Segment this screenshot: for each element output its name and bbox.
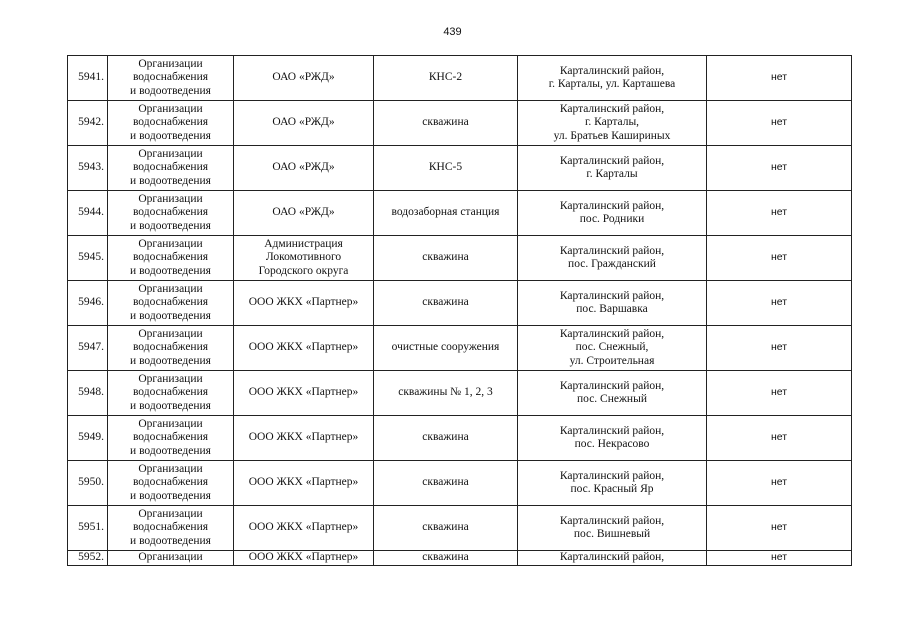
facility-cell	[374, 506, 518, 551]
value-cell: нет	[707, 461, 852, 506]
category-line: Организации	[138, 462, 203, 475]
organization-cell	[234, 146, 374, 191]
organization-cell	[234, 101, 374, 146]
address-line: Карталинский район,	[559, 424, 665, 437]
registry-table-body	[68, 56, 852, 566]
row-number-cell: 5950.	[68, 461, 108, 506]
row-number-cell: 5949.	[68, 416, 108, 461]
organization-line: ОАО «РЖД»	[272, 206, 335, 219]
category-line: Организации	[138, 57, 203, 70]
facility-line: скважина	[422, 521, 469, 534]
row-number-cell: 5952.	[68, 551, 108, 566]
table-row	[68, 551, 852, 566]
address-cell	[518, 371, 707, 416]
category-line: водоснабжения	[132, 116, 209, 129]
value-cell: нет	[707, 506, 852, 551]
category-cell	[108, 281, 234, 326]
value-cell: нет	[707, 56, 852, 101]
category-line: Организации	[138, 102, 203, 115]
category-line: Организации	[138, 237, 203, 250]
category-line: водоснабжения	[132, 206, 209, 219]
address-line: Карталинский район,	[559, 154, 665, 167]
facility-line: скважина	[422, 116, 469, 129]
facility-line: очистные сооружения	[391, 341, 500, 354]
organization-line: ООО ЖКХ «Партнер»	[248, 296, 359, 309]
table-row	[68, 416, 852, 461]
organization-line: ООО ЖКХ «Партнер»	[248, 521, 359, 534]
category-line: Организации	[138, 372, 203, 385]
organization-cell	[234, 551, 374, 566]
value-cell: нет	[707, 146, 852, 191]
table-row	[68, 191, 852, 236]
facility-cell	[374, 416, 518, 461]
address-line: Карталинский район,	[559, 64, 665, 77]
facility-cell	[374, 281, 518, 326]
category-line: водоснабжения	[132, 341, 209, 354]
row-number-cell: 5948.	[68, 371, 108, 416]
address-line: пос. Варшавка	[576, 303, 648, 315]
row-number-cell: 5946.	[68, 281, 108, 326]
registry-table	[67, 55, 852, 566]
address-cell	[518, 146, 707, 191]
category-line: Организации	[138, 327, 203, 340]
category-cell	[108, 371, 234, 416]
category-line: и водоотведения	[130, 309, 211, 322]
category-line: водоснабжения	[132, 251, 209, 264]
organization-line: ООО ЖКХ «Партнер»	[248, 341, 359, 354]
facility-cell	[374, 146, 518, 191]
address-line: г. Карталы,	[584, 116, 640, 129]
facility-line: скважина	[422, 431, 469, 444]
category-cell	[108, 146, 234, 191]
category-line: и водоотведения	[130, 354, 211, 367]
address-line: пос. Снежный,	[575, 341, 649, 354]
table-row	[68, 506, 852, 551]
organization-line: Городского округа	[258, 264, 349, 277]
category-line: Организации	[138, 507, 203, 520]
address-line: Карталинский район,	[559, 199, 665, 212]
category-cell	[108, 56, 234, 101]
organization-cell	[234, 371, 374, 416]
table-row	[68, 461, 852, 506]
address-line: пос. Вишневый	[573, 528, 651, 540]
facility-cell	[374, 461, 518, 506]
organization-cell	[234, 461, 374, 506]
organization-line: ОАО «РЖД»	[272, 116, 335, 129]
row-number-cell: 5945.	[68, 236, 108, 281]
category-line: и водоотведения	[130, 399, 211, 412]
row-number-cell: 5941.	[68, 56, 108, 101]
facility-line: скважина	[422, 296, 469, 309]
table-row	[68, 371, 852, 416]
facility-line: водозаборная станция	[391, 206, 500, 219]
organization-line: Локомотивного	[265, 251, 342, 264]
value-cell: нет	[707, 236, 852, 281]
address-line: Карталинский район,	[559, 289, 665, 302]
organization-line: ОАО «РЖД»	[272, 161, 335, 174]
category-line: водоснабжения	[132, 296, 209, 309]
category-line: водоснабжения	[132, 431, 209, 444]
address-cell	[518, 191, 707, 236]
address-cell	[518, 101, 707, 146]
category-line: Организации	[138, 417, 203, 430]
facility-line: скважина	[422, 251, 469, 264]
address-line: Карталинский район,	[559, 102, 665, 115]
organization-line: ОАО «РЖД»	[272, 71, 335, 84]
category-cell	[108, 326, 234, 371]
category-line: Организации	[138, 282, 203, 295]
address-cell	[518, 551, 707, 566]
facility-cell	[374, 551, 518, 566]
category-line: водоснабжения	[132, 386, 209, 399]
address-line: г. Карталы	[586, 168, 638, 180]
category-line: водоснабжения	[132, 161, 209, 174]
address-line: пос. Некрасово	[574, 438, 650, 450]
address-line: пос. Родники	[579, 213, 645, 225]
table-row	[68, 56, 852, 101]
address-cell	[518, 281, 707, 326]
facility-line: скважина	[422, 476, 469, 489]
table-row	[68, 236, 852, 281]
address-line: пос. Снежный	[577, 393, 647, 405]
organization-cell	[234, 506, 374, 551]
address-line: Карталинский район,	[559, 379, 665, 392]
row-number-cell: 5944.	[68, 191, 108, 236]
value-cell: нет	[707, 101, 852, 146]
category-cell	[108, 236, 234, 281]
facility-line: КНС-5	[428, 161, 463, 174]
category-line: Организации	[138, 147, 203, 160]
category-line: и водоотведения	[130, 219, 211, 232]
address-line: Карталинский район,	[559, 551, 665, 563]
category-cell	[108, 551, 234, 566]
address-cell	[518, 416, 707, 461]
address-line: ул. Строительная	[569, 354, 655, 367]
category-line: водоснабжения	[132, 521, 209, 534]
value-cell: нет	[707, 371, 852, 416]
organization-cell	[234, 326, 374, 371]
value-cell: нет	[707, 551, 852, 566]
table-row	[68, 101, 852, 146]
organization-line: ООО ЖКХ «Партнер»	[248, 551, 359, 563]
category-line: водоснабжения	[132, 476, 209, 489]
table-row	[68, 281, 852, 326]
organization-cell	[234, 416, 374, 461]
facility-cell	[374, 101, 518, 146]
organization-line: ООО ЖКХ «Партнер»	[248, 431, 359, 444]
address-cell	[518, 56, 707, 101]
address-cell	[518, 236, 707, 281]
category-line: и водоотведения	[130, 129, 211, 142]
category-line: водоснабжения	[132, 71, 209, 84]
facility-line: скважины № 1, 2, 3	[398, 386, 493, 399]
row-number-cell: 5943.	[68, 146, 108, 191]
table-row	[68, 146, 852, 191]
facility-cell	[374, 191, 518, 236]
facility-cell	[374, 236, 518, 281]
row-number-cell: 5947.	[68, 326, 108, 371]
organization-cell	[234, 56, 374, 101]
row-number-cell: 5951.	[68, 506, 108, 551]
organization-line: Администрация	[264, 237, 343, 250]
category-cell	[108, 101, 234, 146]
organization-cell	[234, 281, 374, 326]
facility-cell	[374, 371, 518, 416]
category-line: и водоотведения	[130, 489, 211, 502]
table-row	[68, 326, 852, 371]
facility-line: КНС-2	[428, 71, 463, 84]
row-number-cell: 5942.	[68, 101, 108, 146]
value-cell: нет	[707, 416, 852, 461]
value-cell: нет	[707, 326, 852, 371]
category-line: и водоотведения	[130, 174, 211, 187]
category-cell	[108, 506, 234, 551]
address-line: пос. Красный Яр	[570, 483, 654, 495]
organization-line: ООО ЖКХ «Партнер»	[248, 476, 359, 489]
category-cell	[108, 416, 234, 461]
address-cell	[518, 326, 707, 371]
organization-cell	[234, 236, 374, 281]
category-line: Организации	[138, 551, 203, 563]
category-cell	[108, 461, 234, 506]
value-cell: нет	[707, 281, 852, 326]
address-cell	[518, 461, 707, 506]
address-line: г. Карталы, ул. Карташева	[548, 78, 676, 90]
category-line: и водоотведения	[130, 84, 211, 97]
category-cell	[108, 191, 234, 236]
category-line: и водоотведения	[130, 264, 211, 277]
address-line: Карталинский район,	[559, 469, 665, 482]
value-cell: нет	[707, 191, 852, 236]
facility-line: скважина	[422, 551, 469, 563]
organization-line: ООО ЖКХ «Партнер»	[248, 386, 359, 399]
category-line: и водоотведения	[130, 534, 211, 547]
facility-cell	[374, 56, 518, 101]
address-line: Карталинский район,	[559, 514, 665, 527]
address-line: пос. Гражданский	[568, 258, 656, 270]
address-line: Карталинский район,	[559, 244, 665, 257]
address-line: Карталинский район,	[559, 327, 665, 340]
category-line: Организации	[138, 192, 203, 205]
category-line: и водоотведения	[130, 444, 211, 457]
organization-cell	[234, 191, 374, 236]
facility-cell	[374, 326, 518, 371]
page-number: 439	[443, 26, 462, 38]
address-cell	[518, 506, 707, 551]
address-line: ул. Братьев Кашириных	[553, 129, 671, 142]
